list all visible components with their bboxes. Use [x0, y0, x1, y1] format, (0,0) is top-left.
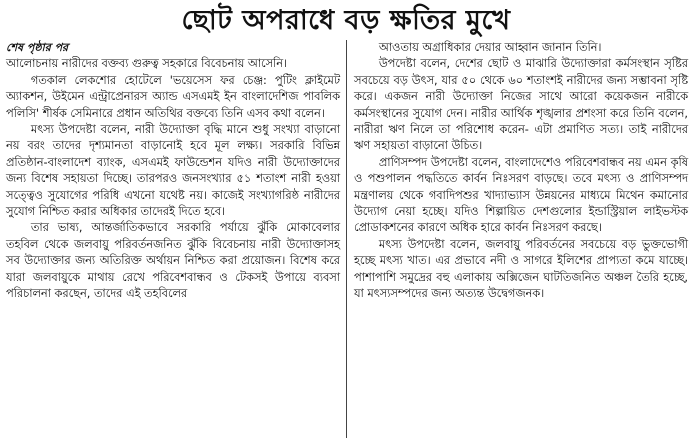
paragraph: তার ভাষ্য, আন্তর্জাতিকভাবে সরকারি পর্যায়ে ঝুঁকি মোকাবেলার তহবিল থেকে জলবায়ু পরিবর্তনজনিত ঝুঁকি বিবেচনায় নারী উদ্যোক্তাসহ সব উদ্যোক্তার জন্য অতিরিক্ত অর্থায়ন নিশ্চিত করা প্রয়োজন। বিশেষ করে যারা জলবায়ুকে মাথায় রেখে পরিবেশবান্ধব ও টেকসই উপায়ে ব্যবসা পরিচালনা করছেন, তাদের এই তহবিলের [6, 221, 340, 301]
left-column [6, 40, 340, 303]
paragraph: আলোচনায় নারীদের বক্তব্য গুরুত্ব সহকারে বিবেচনায় আসেনি। [6, 57, 288, 71]
headline: ছোট অপরাধে বড় ক্ষতির মুখে [181, 5, 511, 36]
paragraph: মৎস্য উপদেষ্টা বলেন, নারী উদ্যোক্তা বৃদ্ধি মানে শুধু সংখ্যা বাড়ানো নয় বরং তাদের দৃশ্যমানতা বাড়ানোই হবে মূল লক্ষ্য। সরকারি বিভিন্ন প্রতিষ্ঠান-বাংলাদেশ ব্যাংক, এসএমই ফাউন্ডেশন যদিও নারী উদ্যোক্তাদের জন্য বিশেষ সহায়তা দিচ্ছে। তারপরও জনসংখ্যার ৫১ শতাংশ নারী হওয়া সত্ত্বেও সুযোগের পরিধি এখনো যথেষ্ট নয়। কাজেই সংখ্যাগরিষ্ঠ নারীদের সুযোগ নিশ্চিত করার অধিকার তাদেরই দিতে হবে। [6, 123, 340, 219]
right-column [354, 40, 688, 303]
paragraph: আওতায় অগ্রাধিকার দেয়ার আহ্বান জানান তিনি। [378, 41, 602, 54]
paragraph: প্রাণিসম্পদ উপদেষ্টা বলেন, বাংলাদেশেও পরিবেশবান্ধব নয় এমন কৃষি ও পশুপালন পদ্ধতিতে কার্বন নিঃসরণ বাড়ছে। তবে মৎস্য ও প্রাণিসম্পদ মন্ত্রণালয় থেকে গবাদিপশুর খাদ্যাভ্যাস উন্নয়নের মাধ্যমে মিথেন কমানোর উদ্যোগ নেয়া হচ্ছে। যদিও শিল্পায়িত দেশগুলোর ইন্ডাস্ট্রিয়াল লাইভস্টক প্রোডাকশনের কারণে অধিক হারে কার্বন নিঃসরণ করছে। [354, 155, 688, 235]
continuation-kicker: শেষ পৃষ্ঠার পর [6, 41, 69, 54]
paragraph: মৎস্য উপদেষ্টা বলেন, জলবায়ু পরিবর্তনের সবচেয়ে বড় ভুক্তভোগী হচ্ছে মৎস্য খাত। এর প্রভাবে নদী ও সাগরে ইলিশের প্রাপ্যতা কমে যাচ্ছে। পাশাপাশি সমুদ্রের বহু এলাকায় অক্সিজেন ঘাটতিজনিত অঞ্চল তৈরি হচ্ছে, যা মৎস্যসম্পদের জন্য অত্যন্ত উদ্বেগজনক। [354, 237, 688, 301]
column-divider [346, 40, 347, 438]
paragraph: উপদেষ্টা বলেন, দেশের ছোট ও মাঝারি উদ্যোক্তারা কর্মসংস্থান সৃষ্টির সবচেয়ে বড় উৎস, যার ৫০ থেকে ৬০ শতাংশই নারীদের জন্য সম্ভাবনা সৃষ্টি করে। একজন নারী উদ্যোক্তা নিজের সাথে আরো কয়েকজন নারীকে কর্মসংস্থানের সুযোগ দেন। নারীর আর্থিক শৃঙ্খলার প্রশংসা করে তিনি বলেন, নারীরা ঋণ নিলে তা পরিশোধ করেন- এটা প্রমাণিত সত্য। তাই নারীদের ঋণ সহায়তা বাড়ানো উচিত। [354, 57, 688, 153]
paragraph: গতকাল লেকশোর হোটেলে 'ভয়েসেস ফর চেঞ্জ: পুটিং ক্লাইমেট অ্যাকশন, উইমেন এন্ট্রাপ্রেনারস অ্যান্ড এসএমই ইন বাংলাদেশিজ পাবলিক পলিসি' শীর্ষক সেমিনারে প্রধান অতিথির বক্তব্যে তিনি এসব কথা বলেন। [6, 73, 340, 120]
